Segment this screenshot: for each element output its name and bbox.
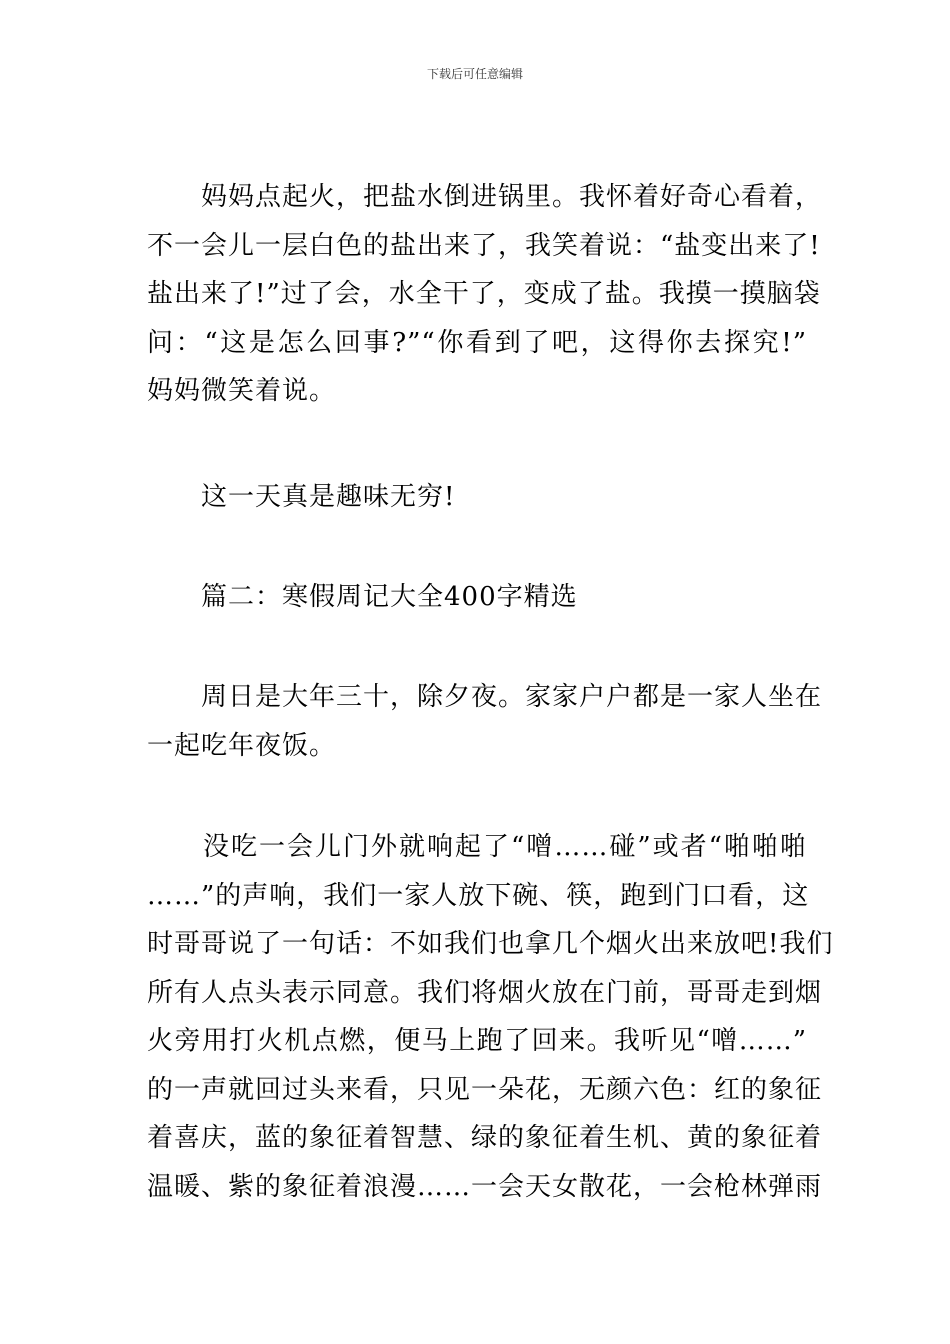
text-line: 问：“这是怎么回事?”“你看到了吧，这得你去探究!” [147, 327, 807, 358]
paragraph-2 [147, 473, 807, 522]
text-line: 没吃一会儿门外就响起了“噌……碰”或者“啪啪啪 [147, 832, 807, 862]
text-line: 时哥哥说了一句话：不如我们也拿几个烟火出来放吧!我们 [147, 929, 834, 959]
text-line: 所有人点头表示同意。我们将烟火放在门前，哥哥走到烟 [147, 977, 823, 1008]
text-line: 妈妈点起火，把盐水倒进锅里。我怀着好奇心看着， [147, 182, 823, 212]
text-line: 着喜庆，蓝的象征着智慧、绿的象征着生机、黄的象征着 [147, 1123, 823, 1153]
paragraph-5 [147, 823, 834, 1211]
text-line: 妈妈微笑着说。 [147, 376, 337, 406]
text-line: 篇二：寒假周记大全400字精选 [147, 582, 578, 612]
text-line: 一起吃年夜饭。 [147, 730, 337, 761]
text-line: 这一天真是趣味无穷! [147, 482, 456, 512]
paragraph-4 [147, 673, 823, 770]
page-header: 下载后可任意编辑 [426, 67, 523, 81]
text-line: 周日是大年三十，除夕夜。家家户户都是一家人坐在 [147, 682, 823, 712]
text-line: 的一声就回过头来看，只见一朵花，无颜六色：红的象征 [147, 1074, 823, 1105]
text-line: 盐出来了!”过了会，水全干了，变成了盐。我摸一摸脑袋 [147, 279, 821, 309]
text-line: 火旁用打火机点燃，便马上跑了回来。我听见“噌……” [147, 1026, 807, 1056]
text-line: 不一会儿一层白色的盐出来了，我笑着说：“盐变出来了! [147, 230, 821, 261]
paragraph-1 [147, 173, 823, 416]
text-line: ……”的声响，我们一家人放下碗、筷，跑到门口看，这 [147, 880, 810, 911]
text-line: 温暖、紫的象征着浪漫……一会天女散花，一会枪林弹雨 [147, 1171, 823, 1202]
section-heading [147, 573, 807, 622]
